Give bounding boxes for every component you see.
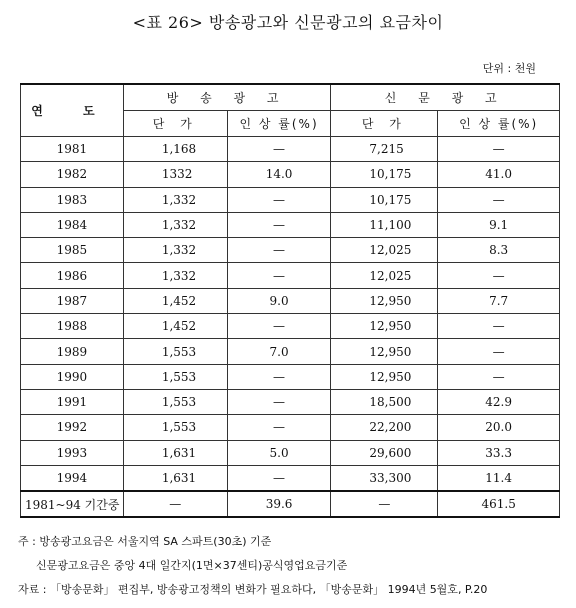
table-row (21, 389, 560, 414)
year-cell: 1994 (21, 465, 124, 491)
year-cell: 1981 (21, 137, 124, 162)
newspaper-price-cell: 12,025 (331, 263, 438, 288)
table-row (21, 364, 560, 389)
year-cell: 1985 (21, 238, 124, 263)
note-broadcast-basis: 주 : 방송광고요금은 서울지역 SA 스파트(30초) 기준 (18, 535, 272, 548)
table-row (21, 314, 560, 339)
broadcast-rate-cell: — (227, 263, 331, 288)
broadcast-rate-cell: — (227, 187, 331, 212)
newspaper-price-header: 단 가 (331, 111, 438, 137)
newspaper-rate-cell: — (438, 187, 560, 212)
newspaper-price-cell: 10,175 (331, 187, 438, 212)
newspaper-price-cell: 33,300 (331, 465, 438, 491)
broadcast-rate-cell: — (227, 314, 331, 339)
summary-label: 1981~94 기간중 (21, 491, 124, 517)
year-cell: 1988 (21, 314, 124, 339)
newspaper-rate-cell: — (438, 314, 560, 339)
broadcast-price-cell: 1,332 (123, 212, 227, 237)
summary-broadcast-rate: 39.6 (227, 491, 331, 517)
newspaper-rate-cell: 41.0 (438, 162, 560, 187)
year-header: 연 도 (21, 84, 124, 137)
newspaper-price-cell: 12,950 (331, 314, 438, 339)
summary-newspaper-rate: 461.5 (438, 491, 560, 517)
broadcast-price-cell: 1,553 (123, 389, 227, 414)
fee-comparison-table (20, 83, 560, 518)
year-cell: 1989 (21, 339, 124, 364)
unit-label: 단위 : 천원 (482, 62, 536, 75)
summary-broadcast-price: — (123, 491, 227, 517)
broadcast-rate-cell: — (227, 415, 331, 440)
broadcast-price-cell: 1,452 (123, 288, 227, 313)
newspaper-rate-cell: — (438, 339, 560, 364)
newspaper-header: 신 문 광 고 (331, 84, 560, 111)
broadcast-price-cell: 1332 (123, 162, 227, 187)
broadcast-header: 방 송 광 고 (123, 84, 331, 111)
broadcast-rate-cell: — (227, 238, 331, 263)
year-cell: 1993 (21, 440, 124, 465)
year-cell: 1990 (21, 364, 124, 389)
newspaper-price-cell: 29,600 (331, 440, 438, 465)
header-row-1 (21, 84, 560, 111)
table-row (21, 212, 560, 237)
table-body (21, 137, 560, 518)
newspaper-price-cell: 7,215 (331, 137, 438, 162)
year-cell: 1983 (21, 187, 124, 212)
broadcast-price-cell: 1,332 (123, 238, 227, 263)
broadcast-price-cell: 1,332 (123, 187, 227, 212)
broadcast-price-header: 단 가 (123, 111, 227, 137)
newspaper-price-cell: 18,500 (331, 389, 438, 414)
broadcast-rate-header: 인 상 률(%) (227, 111, 331, 137)
broadcast-price-cell: 1,631 (123, 465, 227, 491)
year-cell: 1984 (21, 212, 124, 237)
newspaper-price-cell: 12,950 (331, 364, 438, 389)
footnotes (18, 530, 568, 602)
year-cell: 1991 (21, 389, 124, 414)
broadcast-price-cell: 1,168 (123, 137, 227, 162)
note-newspaper-basis: 신문광고요금은 중앙 4대 일간지(1면×37센티)공식영업요금기준 (36, 559, 348, 572)
newspaper-rate-cell: 20.0 (438, 415, 560, 440)
table-title: <표 26> 방송광고와 신문광고의 요금차이 (132, 13, 444, 32)
broadcast-price-cell: 1,553 (123, 364, 227, 389)
broadcast-price-cell: 1,332 (123, 263, 227, 288)
broadcast-price-cell: 1,452 (123, 314, 227, 339)
broadcast-price-cell: 1,553 (123, 415, 227, 440)
newspaper-rate-cell: — (438, 364, 560, 389)
year-cell: 1986 (21, 263, 124, 288)
newspaper-rate-cell: 7.7 (438, 288, 560, 313)
table-row (21, 440, 560, 465)
newspaper-rate-header: 인 상 률(%) (438, 111, 560, 137)
newspaper-price-cell: 12,950 (331, 339, 438, 364)
newspaper-rate-cell: — (438, 263, 560, 288)
newspaper-rate-cell: 33.3 (438, 440, 560, 465)
year-cell: 1987 (21, 288, 124, 313)
year-cell: 1992 (21, 415, 124, 440)
table-row (21, 339, 560, 364)
newspaper-rate-cell: 8.3 (438, 238, 560, 263)
summary-newspaper-price: — (331, 491, 438, 517)
newspaper-rate-cell: 42.9 (438, 389, 560, 414)
table-row (21, 415, 560, 440)
note-source: 자료 : 「방송문화」 편집부, 방송광고정책의 변화가 필요하다, 「방송문화」 1994년 5월호, P.20 (18, 583, 488, 596)
broadcast-rate-cell: 9.0 (227, 288, 331, 313)
table-row (21, 263, 560, 288)
table-row (21, 465, 560, 491)
table-row (21, 238, 560, 263)
broadcast-rate-cell: — (227, 364, 331, 389)
newspaper-price-cell: 11,100 (331, 212, 438, 237)
broadcast-rate-cell: — (227, 465, 331, 491)
newspaper-price-cell: 12,950 (331, 288, 438, 313)
broadcast-rate-cell: — (227, 212, 331, 237)
broadcast-rate-cell: — (227, 137, 331, 162)
newspaper-rate-cell: — (438, 137, 560, 162)
newspaper-price-cell: 22,200 (331, 415, 438, 440)
broadcast-rate-cell: — (227, 389, 331, 414)
broadcast-rate-cell: 5.0 (227, 440, 331, 465)
table-row (21, 137, 560, 162)
table-row (21, 288, 560, 313)
summary-row (21, 491, 560, 517)
newspaper-rate-cell: 11.4 (438, 465, 560, 491)
table-row (21, 162, 560, 187)
newspaper-rate-cell: 9.1 (438, 212, 560, 237)
broadcast-price-cell: 1,631 (123, 440, 227, 465)
year-cell: 1982 (21, 162, 124, 187)
table-row (21, 187, 560, 212)
newspaper-price-cell: 12,025 (331, 238, 438, 263)
broadcast-price-cell: 1,553 (123, 339, 227, 364)
broadcast-rate-cell: 7.0 (227, 339, 331, 364)
broadcast-rate-cell: 14.0 (227, 162, 331, 187)
newspaper-price-cell: 10,175 (331, 162, 438, 187)
